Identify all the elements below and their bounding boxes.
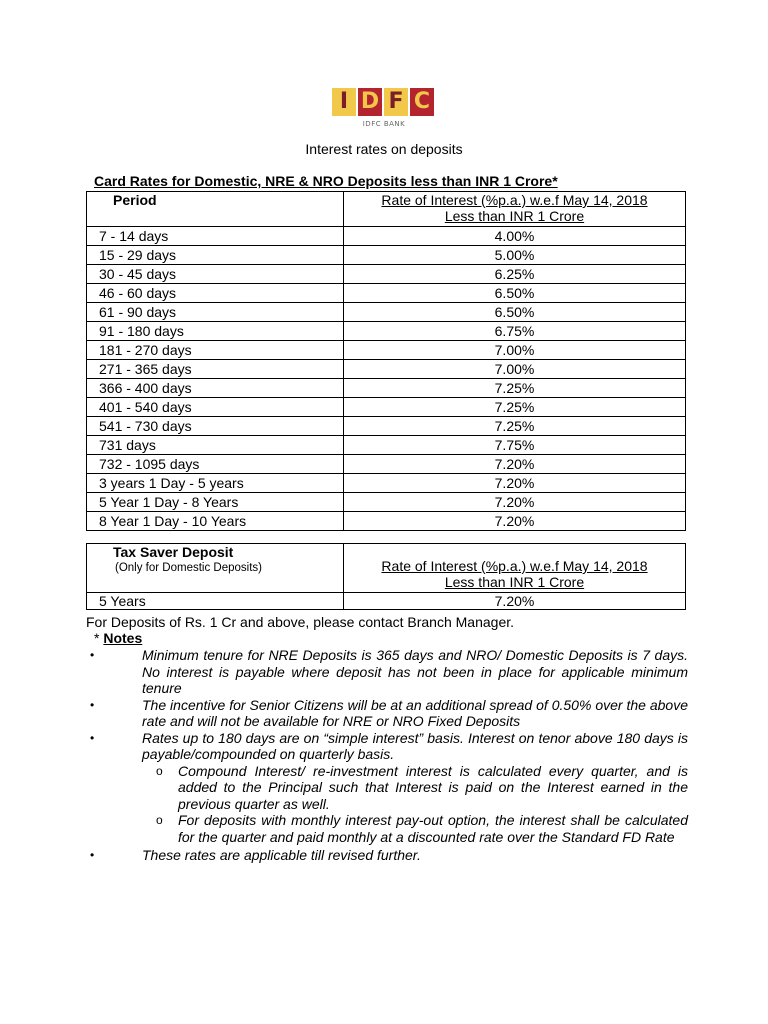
period-cell: 181 - 270 days [87, 341, 344, 360]
notes-heading [94, 630, 142, 646]
sub-note-text: Compound Interest/ re-investment interest is calculated every quarter, and is added to the Principal such that Interest is paid on the Interest earned in the previous quarter as well. [178, 762, 688, 812]
rate-cell: 7.00% [344, 341, 686, 360]
sub-list-item [86, 812, 688, 845]
section-heading: Card Rates for Domestic, NRE & NRO Deposits less than INR 1 Crore* [94, 173, 558, 189]
period-cell: 732 - 1095 days [87, 455, 344, 474]
header-rate-cell [344, 192, 686, 227]
table-row [87, 512, 686, 531]
table-row [87, 284, 686, 303]
table-row [87, 246, 686, 265]
bullet-icon: • [90, 848, 95, 862]
notes-label: Notes [103, 630, 143, 646]
note-text: Minimum tenure for NRE Deposits is 365 days and NRO/ Domestic Deposits is 7 days. No interest is payable where deposit has not been in place for applicable minimum tenure [142, 647, 688, 696]
rate-cell: 4.00% [344, 227, 686, 246]
bullet-icon: • [90, 697, 95, 712]
rate-cell: 7.20% [344, 493, 686, 512]
idfc-bank-logo [332, 88, 436, 130]
notes-list [86, 647, 688, 864]
rate-cell: 7.20% [344, 474, 686, 493]
rate-cell: 7.25% [344, 417, 686, 436]
table-row [87, 360, 686, 379]
list-item [86, 847, 688, 864]
tax-header-title-cell [87, 544, 344, 593]
header-rate-line1: Rate of Interest (%p.a.) w.e.f May 14, 2018 [381, 192, 648, 208]
rate-cell: 7.75% [344, 436, 686, 455]
logo-letter-c: C [410, 88, 434, 116]
bullet-icon: • [90, 730, 95, 745]
table-row [87, 322, 686, 341]
circle-bullet-icon: o [156, 813, 163, 827]
table-row [87, 593, 686, 610]
period-cell: 61 - 90 days [87, 303, 344, 322]
table-header-row [87, 192, 686, 227]
table-row [87, 227, 686, 246]
period-cell: 8 Year 1 Day - 10 Years [87, 512, 344, 531]
note-text: The incentive for Senior Citizens will be at an additional spread of 0.50% over the above rate and will not be available for NRE or NRO Fixed Deposits [142, 696, 688, 729]
period-cell: 46 - 60 days [87, 284, 344, 303]
period-cell: 366 - 400 days [87, 379, 344, 398]
circle-bullet-icon: o [156, 763, 163, 778]
tax-header-rate-line2: Less than INR 1 Crore [444, 574, 585, 590]
note-text: These rates are applicable till revised further. [142, 847, 421, 863]
bullet-icon: • [90, 648, 95, 662]
rate-cell: 6.75% [344, 322, 686, 341]
note-text: Rates up to 180 days are on “simple interest” basis. Interest on tenor above 180 days is payable/compounded on quarterly basis. [142, 729, 688, 762]
table-row [87, 303, 686, 322]
card-rates-body [87, 227, 686, 531]
notes-star: * [94, 630, 100, 646]
rate-cell: 5.00% [344, 246, 686, 265]
table-row [87, 398, 686, 417]
sub-list-item [86, 763, 688, 813]
header-rate-line2: Less than INR 1 Crore [444, 208, 585, 224]
list-item [86, 730, 688, 763]
table-row [87, 265, 686, 284]
table-row [87, 493, 686, 512]
tax-header-row [87, 544, 686, 593]
tax-saver-subtitle: (Only for Domestic Deposits) [115, 562, 262, 574]
period-cell: 541 - 730 days [87, 417, 344, 436]
period-cell: 271 - 365 days [87, 360, 344, 379]
tax-saver-table [86, 543, 686, 610]
header-period: Period [113, 192, 157, 208]
table-row [87, 436, 686, 455]
table-row [87, 379, 686, 398]
table-row [87, 455, 686, 474]
period-cell: 3 years 1 Day - 5 years [87, 474, 344, 493]
period-cell: 401 - 540 days [87, 398, 344, 417]
tax-saver-title: Tax Saver Deposit [113, 544, 234, 560]
logo-letters [332, 88, 436, 116]
period-cell: 91 - 180 days [87, 322, 344, 341]
tax-period-cell: 5 Years [87, 593, 344, 610]
rate-cell: 7.25% [344, 398, 686, 417]
table-row [87, 417, 686, 436]
page-title: Interest rates on deposits [305, 141, 463, 157]
rate-cell: 6.25% [344, 265, 686, 284]
tax-header-rate-cell [344, 544, 686, 593]
sub-note-text: For deposits with monthly interest pay-out option, the interest shall be calculated for the quarter and paid monthly at a discounted rate over the Standard FD Rate [178, 812, 688, 845]
period-cell: 30 - 45 days [87, 265, 344, 284]
rate-cell: 6.50% [344, 303, 686, 322]
table-row [87, 474, 686, 493]
list-item [86, 647, 688, 697]
contact-note: For Deposits of Rs. 1 Cr and above, please contact Branch Manager. [86, 614, 515, 630]
tax-rate-cell: 7.20% [344, 593, 686, 610]
rate-cell: 6.50% [344, 284, 686, 303]
period-cell: 5 Year 1 Day - 8 Years [87, 493, 344, 512]
period-cell: 731 days [87, 436, 344, 455]
logo-letter-i: I [332, 88, 356, 116]
logo-letter-d: D [358, 88, 382, 116]
period-cell: 7 - 14 days [87, 227, 344, 246]
rate-cell: 7.20% [344, 455, 686, 474]
rate-cell: 7.25% [344, 379, 686, 398]
table-row [87, 341, 686, 360]
card-rates-table [86, 191, 686, 531]
period-cell: 15 - 29 days [87, 246, 344, 265]
list-item [86, 697, 688, 730]
header-period-cell [87, 192, 344, 227]
rate-cell: 7.00% [344, 360, 686, 379]
logo-subtitle: IDFC BANK [362, 120, 406, 128]
logo-letter-f: F [384, 88, 408, 116]
rate-cell: 7.20% [344, 512, 686, 531]
tax-header-rate-line1: Rate of Interest (%p.a.) w.e.f May 14, 2018 [381, 558, 648, 574]
